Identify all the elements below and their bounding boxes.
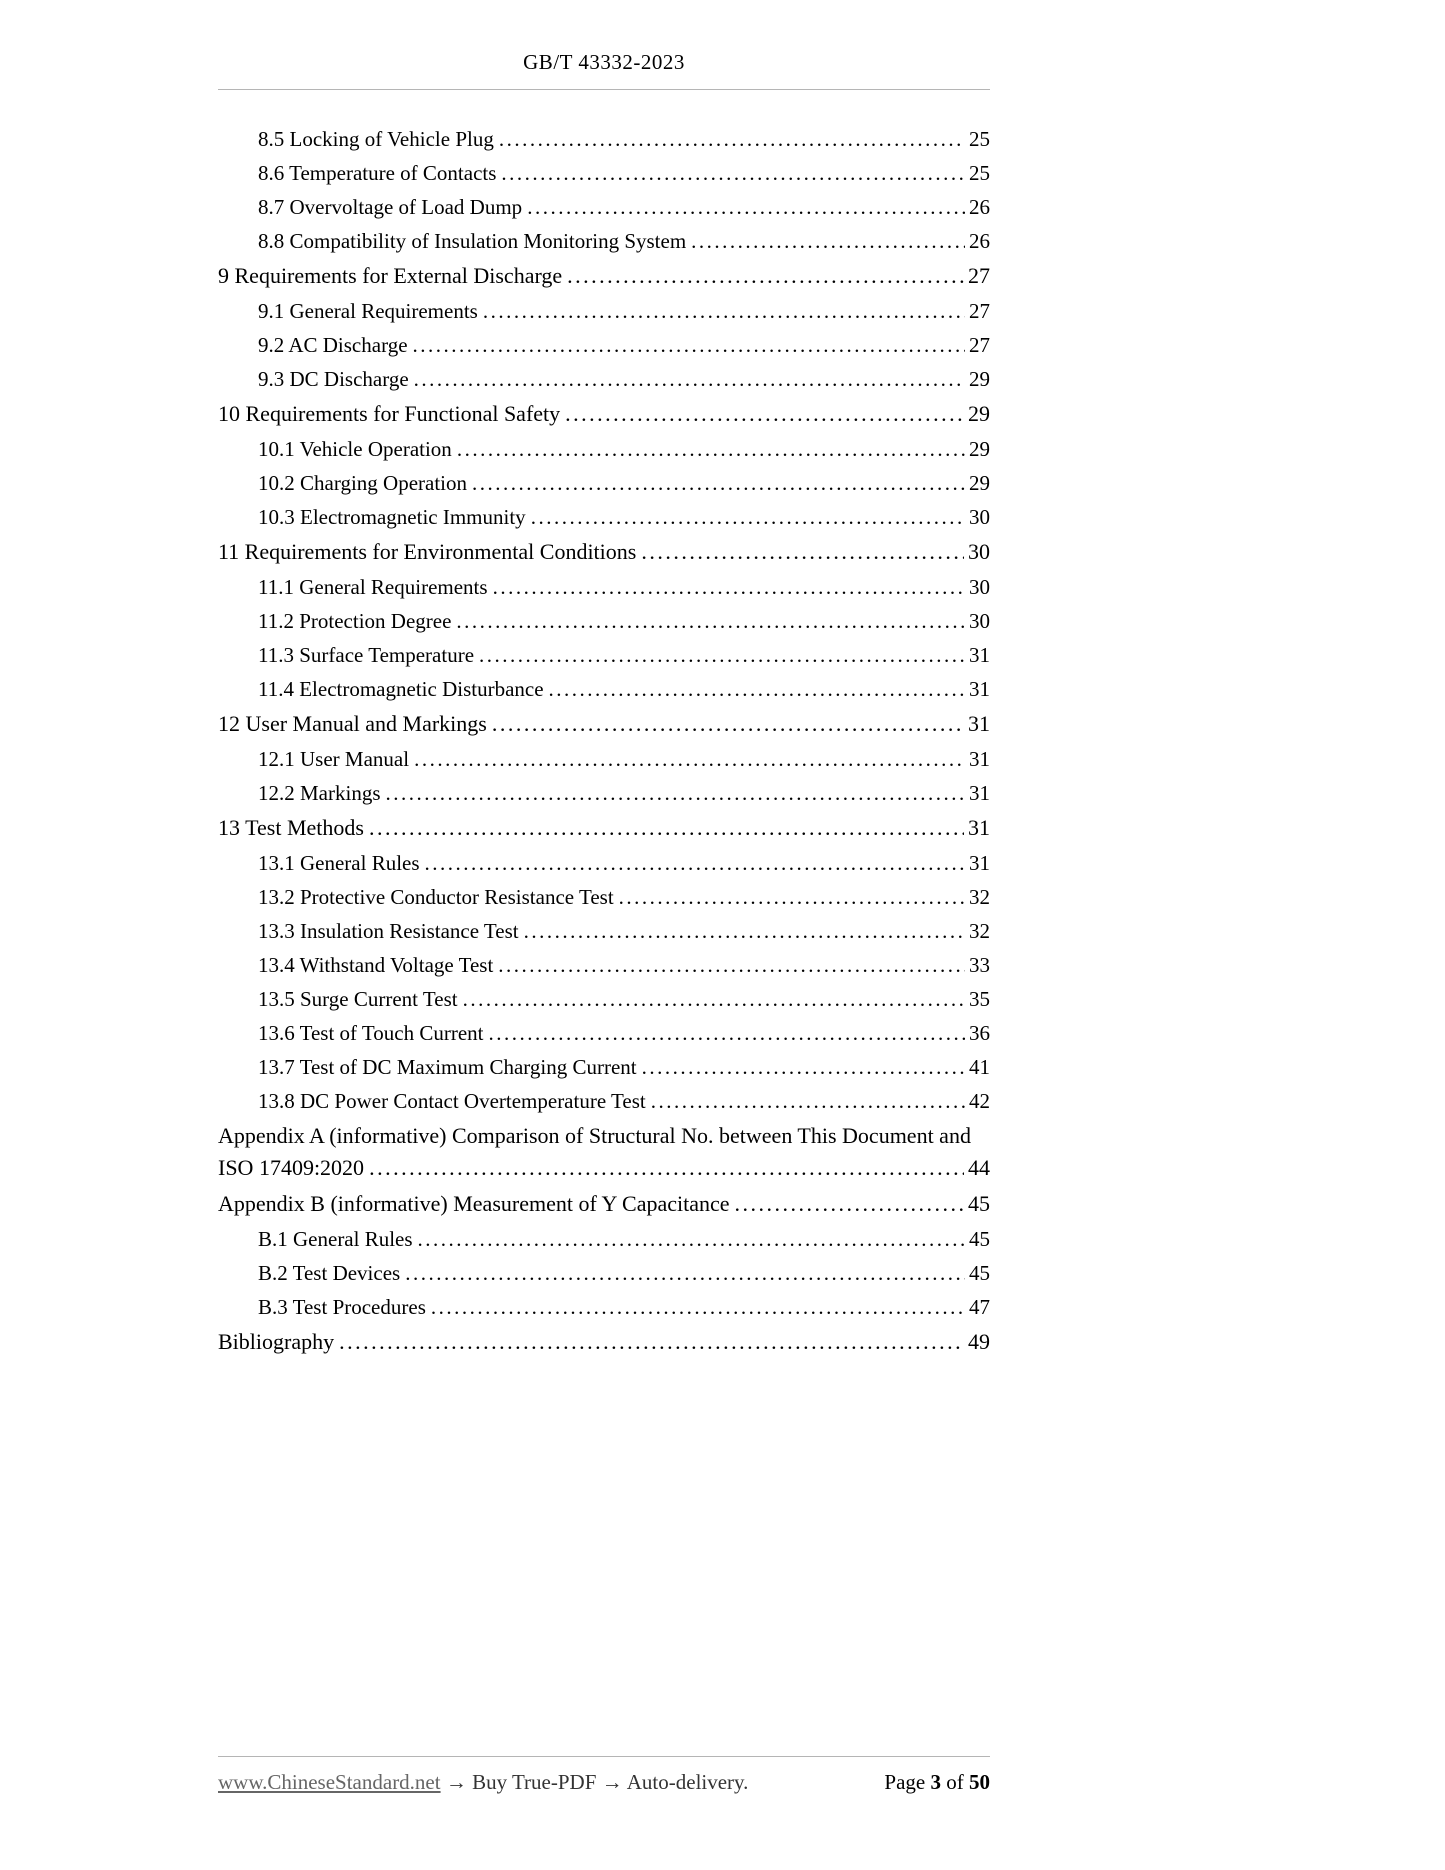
dot-leader: [339, 1326, 964, 1358]
header-rule: [218, 89, 990, 90]
dot-leader: [501, 158, 965, 188]
table-of-contents: [218, 124, 990, 1358]
dot-leader: [431, 1292, 965, 1322]
toc-entry[interactable]: [218, 158, 990, 188]
toc-entry-label: 10.2 Charging Operation: [258, 471, 467, 495]
arrow-icon: →: [445, 1770, 467, 1794]
toc-page-number: 31: [969, 677, 990, 701]
toc-page-number: 41: [969, 1055, 990, 1079]
toc-page-number: 27: [969, 333, 990, 357]
dot-leader: [531, 502, 965, 532]
toc-entry-label: 12.2 Markings: [258, 781, 381, 805]
dot-leader: [619, 882, 965, 912]
toc-entry-label: 8.7 Overvoltage of Load Dump: [258, 195, 523, 219]
page-indicator: [884, 1770, 990, 1795]
toc-entry[interactable]: [218, 572, 990, 602]
dot-leader: [489, 1018, 965, 1048]
dot-leader: [499, 124, 965, 154]
toc-entry[interactable]: [218, 364, 990, 394]
toc-entry[interactable]: [218, 882, 990, 912]
toc-page-number: 29: [969, 437, 990, 461]
toc-entry-label: 11.2 Protection Degree: [258, 609, 452, 633]
toc-entry[interactable]: [218, 744, 990, 774]
toc-entry[interactable]: [218, 296, 990, 326]
toc-entry[interactable]: [218, 916, 990, 946]
page-footer: [218, 1756, 990, 1795]
total-pages-number: 50: [969, 1770, 990, 1794]
toc-entry-label: B.1 General Rules: [258, 1227, 413, 1251]
toc-entry-label: 8.6 Temperature of Contacts: [258, 161, 497, 185]
footer-promo-line: [218, 1770, 748, 1795]
dot-leader: [493, 572, 965, 602]
toc-entry-label: 9.2 AC Discharge: [258, 333, 408, 357]
toc-page-number: 36: [969, 1021, 990, 1045]
toc-entry-label: 13.3 Insulation Resistance Test: [258, 919, 519, 943]
toc-entry-label: 13.5 Surge Current Test: [258, 987, 458, 1011]
toc-entry[interactable]: [218, 536, 990, 568]
toc-page-number: 25: [969, 161, 990, 185]
toc-page-number: 30: [969, 505, 990, 529]
toc-page-number: 30: [969, 609, 990, 633]
toc-page-number: 45: [969, 1261, 990, 1285]
dot-leader: [386, 778, 966, 808]
toc-page-number: 47: [969, 1295, 990, 1319]
toc-page-number: 26: [969, 195, 990, 219]
toc-page-number: 32: [969, 919, 990, 943]
toc-entry[interactable]: [218, 984, 990, 1014]
document-number-title: GB/T 43332-2023: [523, 50, 685, 74]
toc-entry-label: 8.8 Compatibility of Insulation Monitoring System: [258, 229, 687, 253]
toc-page-number: 45: [968, 1191, 990, 1216]
dot-leader: [527, 192, 965, 222]
arrow-icon: →: [601, 1770, 623, 1794]
dot-leader: [651, 1086, 965, 1116]
toc-entry-label: Bibliography: [218, 1329, 335, 1354]
dot-leader: [691, 226, 965, 256]
toc-entry[interactable]: [218, 708, 990, 740]
toc-entry[interactable]: [218, 1292, 990, 1322]
toc-entry-label: 8.5 Locking of Vehicle Plug: [258, 127, 494, 151]
dot-leader: [425, 848, 965, 878]
toc-entry[interactable]: [218, 434, 990, 464]
toc-entry-label: 11.4 Electromagnetic Disturbance: [258, 677, 544, 701]
toc-entry-label: 13.7 Test of DC Maximum Charging Current: [258, 1055, 637, 1079]
footer-rule: [218, 1756, 990, 1757]
toc-entry-label: 11.1 General Requirements: [258, 575, 488, 599]
toc-entry[interactable]: [218, 1052, 990, 1082]
toc-entry[interactable]: [218, 848, 990, 878]
toc-entry[interactable]: [218, 1188, 990, 1220]
toc-entry-label: 13.6 Test of Touch Current: [258, 1021, 484, 1045]
toc-entry-label: 9.3 DC Discharge: [258, 367, 409, 391]
toc-entry[interactable]: [218, 1224, 990, 1254]
toc-page-number: 32: [969, 885, 990, 909]
toc-entry-label: B.3 Test Procedures: [258, 1295, 426, 1319]
toc-page-number: 25: [969, 127, 990, 151]
dot-leader: [405, 1258, 965, 1288]
dot-leader: [463, 984, 965, 1014]
toc-entry[interactable]: [218, 192, 990, 222]
toc-page-number: 27: [968, 263, 990, 288]
page-header: [218, 0, 990, 90]
toc-entry[interactable]: [218, 778, 990, 808]
toc-page-number: 31: [969, 747, 990, 771]
toc-page-number: 44: [968, 1155, 990, 1180]
toc-entry-label: 13.8 DC Power Contact Overtemperature Test: [258, 1089, 646, 1113]
dot-leader: [498, 950, 965, 980]
dot-leader: [524, 916, 965, 946]
toc-entry[interactable]: [218, 812, 990, 844]
page-word: Page: [884, 1770, 926, 1794]
toc-entry-label: 10.3 Electromagnetic Immunity: [258, 505, 526, 529]
toc-entry[interactable]: [218, 226, 990, 256]
toc-page-number: 31: [969, 851, 990, 875]
toc-entry[interactable]: [218, 1120, 990, 1184]
dot-leader: [479, 640, 965, 670]
toc-entry-label: 13.4 Withstand Voltage Test: [258, 953, 494, 977]
dot-leader: [567, 260, 964, 292]
toc-entry-label: 13.2 Protective Conductor Resistance Test: [258, 885, 614, 909]
toc-page-number: 29: [969, 367, 990, 391]
toc-entry[interactable]: [218, 468, 990, 498]
toc-entry[interactable]: [218, 606, 990, 636]
dot-leader: [642, 1052, 965, 1082]
of-word: of: [946, 1770, 964, 1794]
dot-leader: [414, 744, 965, 774]
toc-entry[interactable]: [218, 1258, 990, 1288]
toc-entry[interactable]: [218, 260, 990, 292]
toc-entry[interactable]: [218, 1018, 990, 1048]
toc-entry-label: B.2 Test Devices: [258, 1261, 401, 1285]
toc-entry-label: 13.1 General Rules: [258, 851, 420, 875]
toc-entry-label: 12 User Manual and Markings: [218, 711, 487, 736]
website-link[interactable]: www.ChineseStandard.net: [218, 1770, 441, 1794]
dot-leader: [413, 330, 965, 360]
toc-page-number: 27: [969, 299, 990, 323]
toc-entry-label: 12.1 User Manual: [258, 747, 410, 771]
buy-true-pdf-label: Buy True-PDF: [472, 1770, 597, 1794]
toc-entry[interactable]: [218, 640, 990, 670]
toc-entry[interactable]: [218, 1326, 990, 1358]
toc-entry[interactable]: [218, 398, 990, 430]
toc-entry[interactable]: [218, 674, 990, 704]
toc-entry-label: 13 Test Methods: [218, 815, 364, 840]
toc-page-number: 42: [969, 1089, 990, 1113]
dot-leader: [735, 1188, 964, 1220]
dot-leader: [418, 1224, 965, 1254]
dot-leader: [369, 1152, 964, 1184]
toc-page-number: 29: [969, 471, 990, 495]
toc-page-number: 31: [968, 711, 990, 736]
toc-entry-label: 9.1 General Requirements: [258, 299, 478, 323]
toc-entry[interactable]: [218, 1086, 990, 1116]
toc-page-number: 49: [968, 1329, 990, 1354]
dot-leader: [456, 606, 965, 636]
toc-entry-label: 11.3 Surface Temperature: [258, 643, 475, 667]
toc-page-number: 26: [969, 229, 990, 253]
toc-entry-label: Appendix B (informative) Measurement of Y Capacitance: [218, 1191, 730, 1216]
toc-page-number: 31: [969, 643, 990, 667]
toc-page-number: 33: [969, 953, 990, 977]
dot-leader: [483, 296, 965, 326]
toc-entry[interactable]: [218, 950, 990, 980]
toc-entry-label-continued: ISO 17409:2020: [218, 1155, 365, 1180]
toc-entry[interactable]: [218, 330, 990, 360]
auto-delivery-label: Auto-delivery.: [626, 1770, 749, 1794]
toc-entry-label: 11 Requirements for Environmental Conditions: [218, 539, 637, 564]
toc-entry[interactable]: [218, 502, 990, 532]
dot-leader: [369, 812, 964, 844]
toc-page-number: 30: [969, 575, 990, 599]
toc-page-number: 35: [969, 987, 990, 1011]
toc-page-number: 31: [969, 781, 990, 805]
toc-page-number: 31: [968, 815, 990, 840]
toc-entry[interactable]: [218, 124, 990, 154]
dot-leader: [414, 364, 965, 394]
toc-page-number: 29: [968, 401, 990, 426]
dot-leader: [492, 708, 964, 740]
toc-entry-label: Appendix A (informative) Comparison of Structural No. between This Document and: [218, 1123, 971, 1148]
toc-entry-label: 9 Requirements for External Discharge: [218, 263, 563, 288]
toc-page-number: 30: [968, 539, 990, 564]
toc-entry-label: 10.1 Vehicle Operation: [258, 437, 452, 461]
dot-leader: [472, 468, 965, 498]
toc-page-number: 45: [969, 1227, 990, 1251]
dot-leader: [549, 674, 965, 704]
dot-leader: [457, 434, 965, 464]
dot-leader: [565, 398, 964, 430]
dot-leader: [641, 536, 964, 568]
page-content: [218, 0, 990, 1362]
current-page-number: 3: [930, 1770, 941, 1794]
toc-entry-label: 10 Requirements for Functional Safety: [218, 401, 561, 426]
